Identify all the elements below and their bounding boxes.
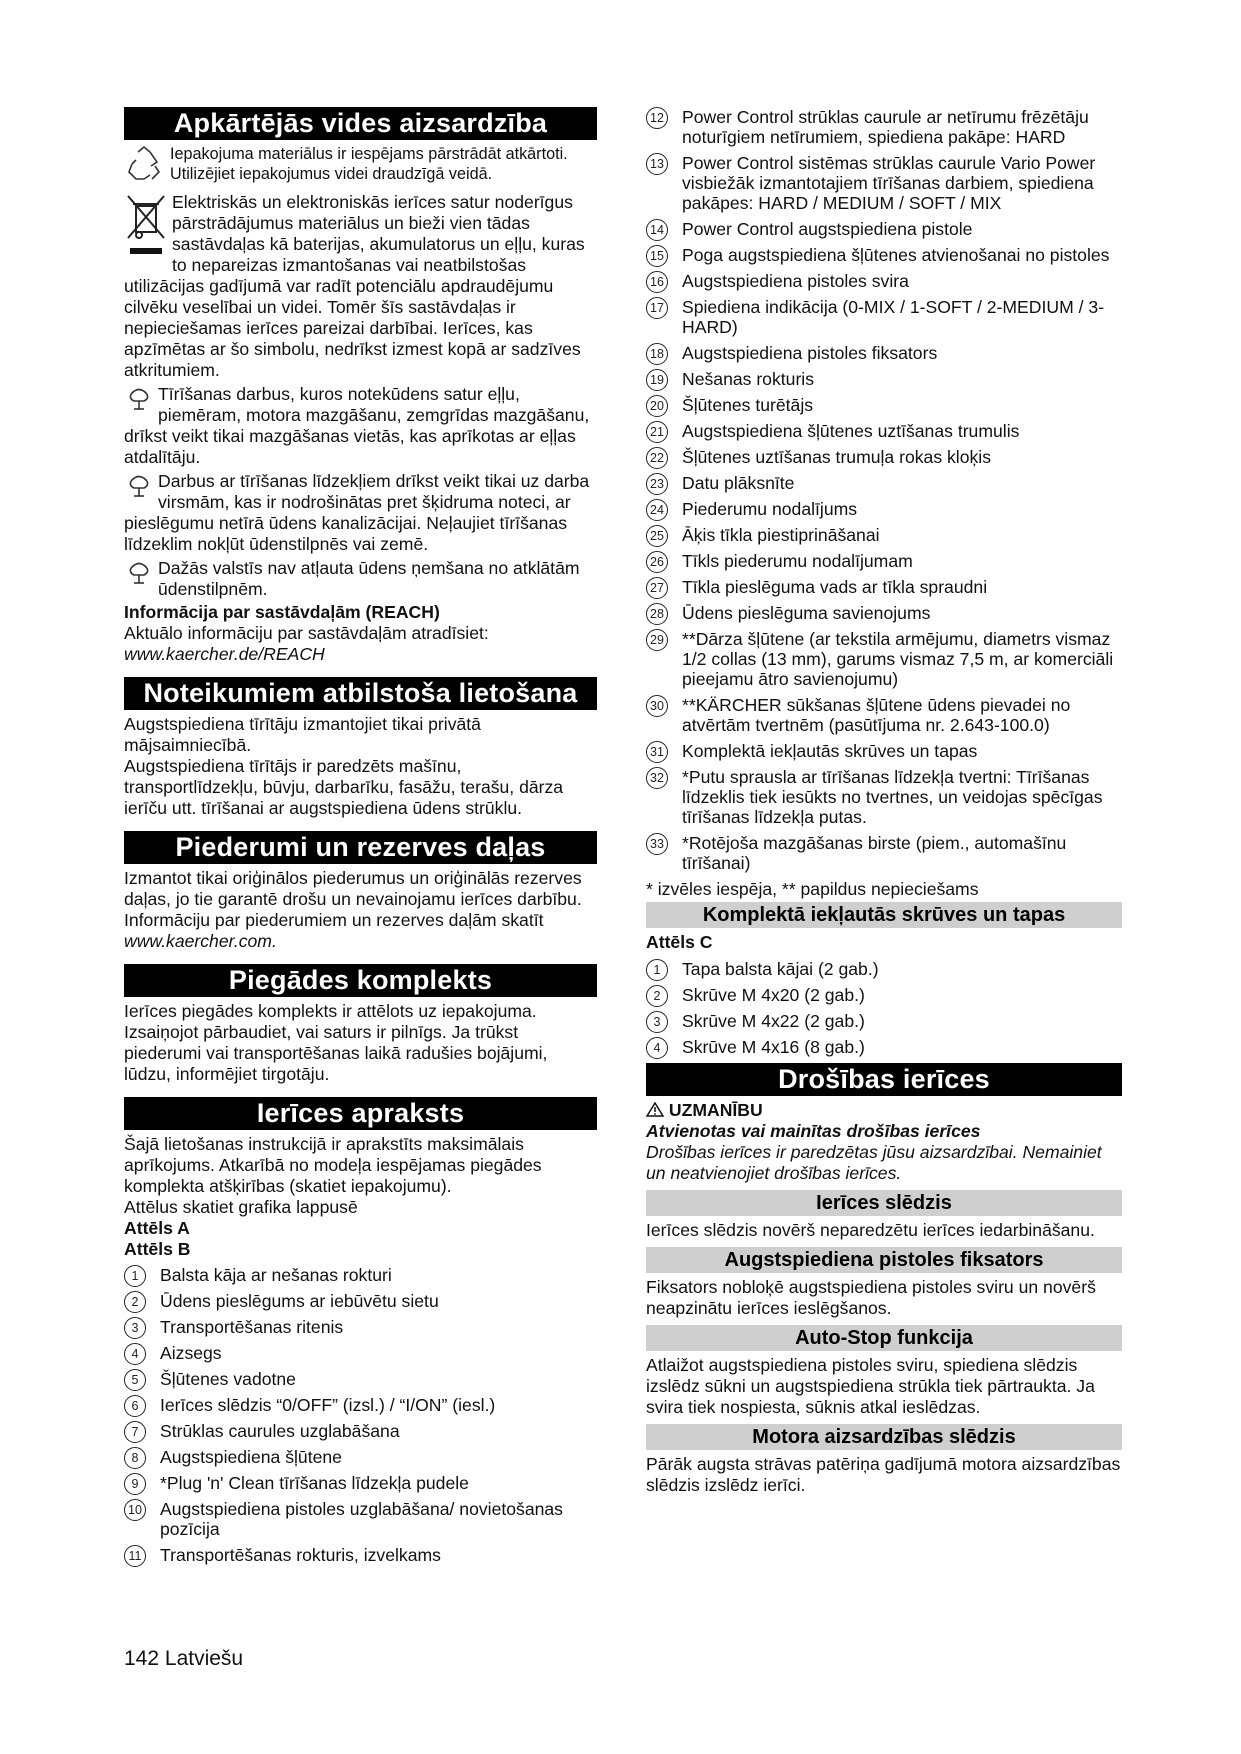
item-number: 14 (646, 219, 668, 241)
item-text: Power Control augstspiediena pistole (682, 219, 973, 239)
water-tap-icon (124, 558, 154, 591)
item-number: 11 (124, 1545, 146, 1567)
item-text: Augstspiediena pistoles fiksators (682, 343, 938, 363)
item-number: 8 (124, 1447, 146, 1469)
item-number: 19 (646, 369, 668, 391)
item-number: 15 (646, 245, 668, 267)
item-text: Āķis tīkla piestiprināšanai (682, 525, 880, 545)
item-text: Skrūve M 4x20 (2 gab.) (682, 985, 865, 1005)
list-item (646, 603, 1122, 623)
screws-list (646, 959, 1122, 1057)
gun-lock-text: Fiksators nobloķē augstspiediena pistoles sviru un novērš neapzinātu ierīces ieslēgšanos. (646, 1277, 1096, 1318)
motor-protection-heading: Motora aizsardzības slēdzis (646, 1424, 1122, 1450)
item-number: 26 (646, 551, 668, 573)
item-text: Šļūtenes vadotne (160, 1369, 296, 1389)
screws-heading: Komplektā iekļautās skrūves un tapas (646, 902, 1122, 928)
item-text: **KÄRCHER sūkšanas šļūtene ūdens pievadei no atvērtām tvertnēm (pasūtījuma nr. 2.643-100.0) (682, 695, 1071, 735)
item-number: 25 (646, 525, 668, 547)
item-number: 29 (646, 629, 668, 651)
env-p2: Elektriskās un elektroniskās ierīces satur noderīgus pārstrādājumus materiālus un bieži vien tādas sastāvdaļas kā baterijas, akumulatorus un eļļu, kuras to nepareizas izmantošanas vai neatbilstošas utilizācijas gadījumā var radīt potenciālu apdraudējumu cilvēku veselībai un videi. Tomēr šīs sastāvdaļas ir nepieciešamas ierīces pareizai darbībai. Ierīces, kas apzīmētas ar šo simbolu, nedrīkst izmest kopā ar sadzīves atkritumiem. (124, 192, 585, 380)
env-p4: Darbus ar tīrīšanas līdzekļiem drīkst veikt tikai uz darba virsmām, kas ir nodrošinātas pret šķidruma noteci, ar pieslēgumu netīrā ūdens kanalizācijai. Neļaujiet tīrīšanas līdzeklim nokļūt ūdenstilpnēs vai zemē. (124, 471, 590, 554)
item-number: 3 (646, 1011, 668, 1033)
list-item (646, 271, 1122, 291)
item-text: *Putu sprausla ar tīrīšanas līdzekļa tvertni: Tīrīšanas līdzeklis tiek iesūkts no tvertnes, un veidojas spēcīgas tīrīšanas līdzekļa putas. (682, 767, 1103, 827)
item-number: 23 (646, 473, 668, 495)
item-number: 21 (646, 421, 668, 443)
delivery-heading: Piegādes komplekts (124, 964, 597, 997)
item-number: 30 (646, 695, 668, 717)
env-detergent-block (124, 471, 597, 555)
item-text: Tīkls piederumu nodalījumam (682, 551, 913, 571)
item-number: 1 (124, 1265, 146, 1287)
env-p3: Tīrīšanas darbus, kuros notekūdens satur eļļu, piemēram, motora mazgāšanu, zemgrīdas mazgāšanu, drīkst veikt tikai mazgāšanas vietās, kas aprīkotas ar eļļas atdalītāju. (124, 384, 590, 467)
figure-a-label: Attēls A (124, 1218, 190, 1238)
item-number: 1 (646, 959, 668, 981)
list-item (646, 629, 1122, 689)
item-number: 17 (646, 297, 668, 319)
item-text: Augstspiediena pistoles uzglabāšana/ novietošanas pozīcija (160, 1499, 563, 1539)
reach-title: Informācija par sastāvdaļām (REACH) (124, 602, 440, 622)
list-item (646, 695, 1122, 735)
crossed-bin-icon (124, 192, 168, 265)
list-item (646, 219, 1122, 239)
item-number: 28 (646, 603, 668, 625)
item-text: Skrūve M 4x16 (8 gab.) (682, 1037, 865, 1057)
list-item (124, 1395, 597, 1415)
item-number: 6 (124, 1395, 146, 1417)
env-recycling-block (124, 144, 597, 189)
item-text: Power Control strūklas caurule ar netīrumu frēzētāju noturīgiem netīrumiem, spiediena pakāpe: HARD (682, 107, 1089, 147)
usage-p2: Augstspiediena tīrītājs ir paredzēts mašīnu, transportlīdzekļu, būvju, darbarīku, fasāžu, terašu, dārza ierīču utt. tīrīšanai ar augstspiediena ūdens strūklu. (124, 756, 564, 818)
env-p1: Iepakojuma materiālus ir iespējams pārstrādāt atkārtoti. Utilizējiet iepakojumus videi draudzīgā veidā. (170, 145, 568, 183)
item-text: Transportēšanas rokturis, izvelkams (160, 1545, 441, 1565)
list-item (646, 767, 1122, 827)
item-number: 27 (646, 577, 668, 599)
gun-lock-heading: Augstspiediena pistoles fiksators (646, 1247, 1122, 1273)
list-item (646, 421, 1122, 441)
footnote: * izvēles iespēja, ** papildus nepieciešams (646, 879, 979, 899)
language-label: Latviešu (164, 1647, 244, 1670)
safety-subheading: Atvienotas vai mainītas drošības ierīces (646, 1121, 981, 1141)
item-number: 2 (124, 1291, 146, 1313)
env-p5: Dažās valstīs nav atļauta ūdens ņemšana no atklātām ūdenstilpnēm. (158, 558, 580, 599)
right-column (646, 107, 1122, 1496)
parts-heading: Piederumi un rezerves daļas (124, 831, 597, 864)
item-text: Komplektā iekļautās skrūves un tapas (682, 741, 978, 761)
list-item (646, 499, 1122, 519)
item-text: Spiediena indikācija (0-MIX / 1-SOFT / 2-MEDIUM / 3-HARD) (682, 297, 1105, 337)
parts-p1: Izmantot tikai oriģinālos piederumus un oriģinālās rezerves daļas, jo tie garantē drošu un nevainojamu ierīces darbību. (124, 868, 582, 909)
list-item (646, 153, 1122, 213)
auto-stop-text: Atlaižot augstspiediena pistoles sviru, spiediena slēdzis izslēdz sūkni un augstspiediena strūkla tiek pārtraukta. Ja svira tiek nospiesta, sūknis atkal ieslēdzas. (646, 1355, 1095, 1417)
list-item (646, 1011, 1122, 1031)
item-text: Ūdens pieslēguma savienojums (682, 603, 931, 623)
list-item (646, 245, 1122, 265)
item-text: Poga augstspiediena šļūtenes atvienošanai no pistoles (682, 245, 1110, 265)
item-text: Šļūtenes turētājs (682, 395, 814, 415)
item-text: Strūklas caurules uzglabāšana (160, 1421, 400, 1441)
list-item (124, 1343, 597, 1363)
list-item (646, 577, 1122, 597)
description-list-left (124, 1265, 597, 1565)
item-number: 24 (646, 499, 668, 521)
parts-url: www.kaercher.com. (124, 931, 277, 951)
description-list-right (646, 107, 1122, 873)
item-number: 22 (646, 447, 668, 469)
list-item (124, 1545, 597, 1565)
item-text: Nešanas rokturis (682, 369, 815, 389)
list-item (646, 525, 1122, 545)
delivery-p1: Ierīces piegādes komplekts ir attēlots uz iepakojuma. Izsaiņojot pārbaudiet, vai saturs ir pilnīgs. Ja trūkst piederumi vai transportēšanas laikā radušies bojājumi, lūdzu, informējiet tirgotāju. (124, 1001, 548, 1084)
item-number: 4 (646, 1037, 668, 1059)
list-item (646, 551, 1122, 571)
switch-heading: Ierīces slēdzis (646, 1190, 1122, 1216)
list-item (646, 297, 1122, 337)
item-number: 5 (124, 1369, 146, 1391)
item-text: Augstspiediena šļūtene (160, 1447, 342, 1467)
list-item (646, 369, 1122, 389)
item-number: 7 (124, 1421, 146, 1443)
parts-p2: Informāciju par piederumiem un rezerves daļām skatīt (124, 910, 544, 930)
item-text: Augstspiediena pistoles svira (682, 271, 909, 291)
list-item (646, 959, 1122, 979)
item-number: 10 (124, 1499, 146, 1521)
motor-protection-text: Pārāk augsta strāvas patēriņa gadījumā motora aizsardzības slēdzis izslēdz ierīci. (646, 1454, 1121, 1495)
item-text: Piederumu nodalījums (682, 499, 858, 519)
item-text: Aizsegs (160, 1343, 222, 1363)
switch-text: Ierīces slēdzis novērš neparedzētu ierīces iedarbināšanu. (646, 1220, 1095, 1240)
list-item (124, 1265, 597, 1285)
list-item (646, 447, 1122, 467)
item-number: 4 (124, 1343, 146, 1365)
list-item (646, 473, 1122, 493)
item-text: Skrūve M 4x22 (2 gab.) (682, 1011, 865, 1031)
item-text: Ūdens pieslēgums ar iebūvētu sietu (160, 1291, 439, 1311)
list-item (124, 1499, 597, 1539)
list-item (646, 985, 1122, 1005)
list-item (646, 1037, 1122, 1057)
item-number: 12 (646, 107, 668, 129)
left-column (124, 107, 597, 1571)
item-text: Tīkla pieslēguma vads ar tīkla spraudni (682, 577, 988, 597)
water-tap-icon (124, 384, 154, 417)
item-text: *Rotējoša mazgāšanas birste (piem., automašīnu tīrīšanai) (682, 833, 1067, 873)
list-item (646, 741, 1122, 761)
list-item (124, 1473, 597, 1493)
env-oil-block (124, 384, 597, 468)
item-text: Power Control sistēmas strūklas caurule Vario Power visbiežāk izmantotajiem tīrīšanas darbiem, spiediena pakāpes: HARD / MEDIUM / SOFT / MIX (682, 153, 1096, 213)
reach-url: www.kaercher.de/REACH (124, 644, 325, 664)
description-p2: Attēlus skatiet grafika lappusē (124, 1197, 358, 1217)
list-item (124, 1369, 597, 1389)
item-number: 31 (646, 741, 668, 763)
item-text: Augstspiediena šļūtenes uztīšanas trumulis (682, 421, 1020, 441)
item-number: 20 (646, 395, 668, 417)
figure-c-label: Attēls C (646, 932, 713, 952)
usage-p1: Augstspiediena tīrītāju izmantojiet tikai privātā mājsaimniecībā. (124, 714, 481, 755)
item-number: 33 (646, 833, 668, 855)
list-item (124, 1421, 597, 1441)
recycling-icon (124, 144, 164, 189)
item-number: 3 (124, 1317, 146, 1339)
env-weee-block (124, 192, 597, 381)
list-item (124, 1447, 597, 1467)
description-p1: Šajā lietošanas instrukcijā ir aprakstīts maksimālais aprīkojums. Atkarībā no modeļa iespējamas piegādes komplekta atšķirības (skatiet iepakojumu). (124, 1134, 542, 1196)
item-number: 32 (646, 767, 668, 789)
list-item (646, 833, 1122, 873)
item-number: 2 (646, 985, 668, 1007)
item-number: 13 (646, 153, 668, 175)
list-item (646, 107, 1122, 147)
list-item (124, 1317, 597, 1337)
list-item (646, 343, 1122, 363)
description-heading: Ierīces apraksts (124, 1097, 597, 1130)
caution-label (646, 1100, 1122, 1121)
reach-text: Aktuālo informāciju par sastāvdaļām atradīsiet: (124, 623, 489, 643)
item-number: 18 (646, 343, 668, 365)
item-text: Datu plāksnīte (682, 473, 795, 493)
safety-text: Drošības ierīces ir paredzētas jūsu aizsardzībai. Nemainiet un neatvienojiet drošības ierīces. (646, 1142, 1102, 1183)
warning-triangle-icon (646, 1100, 669, 1120)
usage-heading: Noteikumiem atbilstoša lietošana (124, 677, 597, 710)
item-text: *Plug 'n' Clean tīrīšanas līdzekļa pudele (160, 1473, 469, 1493)
item-text: **Dārza šļūtene (ar tekstila armējumu, diametrs vismaz 1/2 collas (13 mm), garums vismaz 7,5 m, ar komerciāli pieejamu ātro savienojumu) (682, 629, 1114, 689)
figure-b-label: Attēls B (124, 1239, 191, 1259)
list-item (646, 395, 1122, 415)
list-item (124, 1291, 597, 1311)
item-text: Transportēšanas ritenis (160, 1317, 344, 1337)
caution-text: UZMANĪBU (668, 1100, 763, 1120)
page-footer (124, 1647, 243, 1671)
auto-stop-heading: Auto-Stop funkcija (646, 1325, 1122, 1351)
water-tap-icon (124, 471, 154, 504)
item-text: Ierīces slēdzis “0/OFF” (izsl.) / “I/ON” (iesl.) (160, 1395, 496, 1415)
item-number: 16 (646, 271, 668, 293)
item-number: 9 (124, 1473, 146, 1495)
item-text: Tapa balsta kājai (2 gab.) (682, 959, 879, 979)
env-heading: Apkārtējās vides aizsardzība (124, 107, 597, 140)
safety-heading: Drošības ierīces (646, 1063, 1122, 1096)
page-number: 142 (124, 1647, 160, 1670)
item-text: Balsta kāja ar nešanas rokturi (160, 1265, 392, 1285)
env-water-block (124, 558, 597, 600)
item-text: Šļūtenes uztīšanas trumuļa rokas kloķis (682, 447, 992, 467)
